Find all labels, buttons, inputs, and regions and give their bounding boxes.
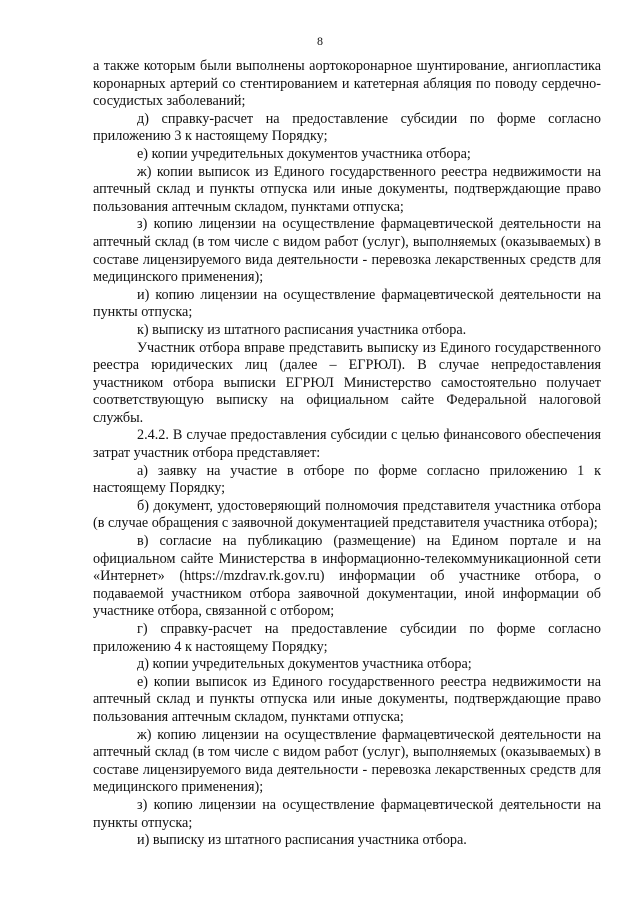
list-item-i-2: и) выписку из штатного расписания участника отбора.	[137, 832, 467, 849]
list-item-g: г) справку-расчет на предоставление субсидии по форме согласно приложению 4 к настоящему Порядку;	[93, 621, 601, 655]
list-item-k: к) выписку из штатного расписания участника отбора.	[137, 321, 467, 338]
list-item-e: е) копии учредительных документов участника отбора;	[137, 145, 471, 162]
list-item-a: а) заявку на участие в отборе по форме согласно приложению 1 к настоящему Порядку;	[93, 462, 601, 497]
section-2-4-2: 2.4.2. В случае предоставления субсидии с целью финансового обеспечения затрат участник отбора представляет:	[93, 427, 601, 462]
list-item-zh: ж) копии выписок из Единого государственного реестра недвижимости на аптечный склад и пункты отпуска или иные документы, подтверждающие право пользования аптечным складом, пунктами отпуска;	[93, 163, 601, 215]
paragraph-continuation: а также которым были выполнены аортокоронарное шунтирование, ангиопластика коронарных артерий со стентированием и катетерная абляция по поводу сердечно-сосудистых заболеваний;	[93, 58, 601, 110]
list-item-zh-2: ж) копию лицензии на осуществление фармацевтической деятельности на аптечный склад (в том числе с видом работ (услуг), выполняемых (оказываемых) в составе лицензируемого вида деятельности - перевозка лекарственных средств для медицинского применения);	[93, 726, 601, 796]
paragraph-egrul: Участник отбора вправе представить выписку из Единого государственного реестра юридических лиц (далее – ЕГРЮЛ). В случае непредоставления участником отбора выписки ЕГРЮЛ Министерство самостоятельно получает соответствующую выписку на официальном сайте Федеральной налоговой службы.	[93, 339, 601, 426]
list-item-b: б) документ, удостоверяющий полномочия представителя участника отбора (в случае обращения с заявочной документацией представителя участника отбора);	[93, 497, 601, 532]
list-item-z-2: з) копию лицензии на осуществление фармацевтической деятельности на пункты отпуска;	[93, 796, 601, 831]
document-body	[93, 58, 601, 850]
page-number: 8	[317, 34, 323, 48]
list-item-i: и) копию лицензии на осуществление фармацевтической деятельности на пункты отпуска;	[93, 286, 601, 321]
list-item-e-2: е) копии выписок из Единого государственного реестра недвижимости на аптечный склад и пункты отпуска или иные документы, подтверждающие право пользования аптечным складом, пунктами отпуска;	[93, 673, 601, 725]
list-item-z: з) копию лицензии на осуществление фармацевтической деятельности на аптечный склад (в том числе с видом работ (услуг), выполняемых (оказываемых) в составе лицензируемого вида деятельности - перевозка лекарственных средств для медицинского применения);	[93, 216, 601, 286]
list-item-d-2: д) копии учредительных документов участника отбора;	[137, 656, 472, 673]
list-item-v: в) согласие на публикацию (размещение) на Едином портале и на официальном сайте Министерства в информационно-телекоммуникационной сети «Интернет» (https://mzdrav.rk.gov.ru) информации об участнике отбора, о подаваемой участником отбора заявочной документации, иной информации об участнике отбора, связанной с отбором;	[93, 533, 601, 620]
list-item-d: д) справку-расчет на предоставление субсидии по форме согласно приложению 3 к настоящему Порядку;	[93, 110, 601, 145]
